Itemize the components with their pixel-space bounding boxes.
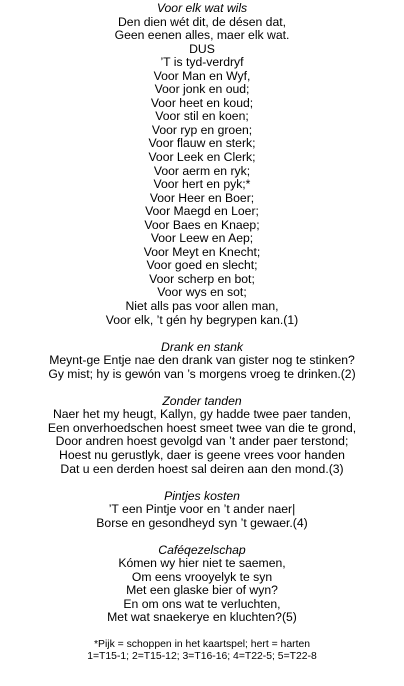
poem-line: Voor flauw en sterk;	[148, 136, 256, 151]
poem-line: Voor Leew en Aep;	[150, 231, 254, 246]
footnote-references: 1=T15-1; 2=T15-12; 3=T16-16; 4=T22-5; 5=T22-8	[87, 650, 317, 662]
poem-line: Door andren hoest gevolgd van ’t ander paer terstond;	[55, 434, 349, 449]
poem-section	[0, 490, 404, 531]
poem-line: Geen eenen alles, maer elk wat.	[114, 28, 290, 43]
poem-line: Voor Man en Wyf,	[153, 68, 251, 83]
poem-line: Borse en gesondheyd syn ’t gewaer.(4)	[96, 515, 308, 530]
poem-title: Caféqezelschap	[158, 542, 246, 557]
poem-line: Voor hert en pyk;*	[153, 177, 251, 192]
poem-line: Voor heet en koud;	[150, 95, 254, 110]
poem-line: Voor ryp en groen;	[151, 122, 253, 137]
poem-line: Niet alls pas voor allen man,	[125, 299, 279, 314]
poem-line: Met een glaske bier of wyn?	[126, 583, 278, 598]
poem-line: Voor elk, ’t gén hy begrypen kan.(1)	[105, 312, 299, 327]
poem-line: Voor Leek en Clerk;	[148, 150, 256, 165]
poem-section	[0, 341, 404, 382]
poem-line: Voor Maegd en Loer;	[145, 204, 259, 219]
poem-title: Drank en stank	[161, 339, 243, 354]
poem-line: Meynt-ge Entje nae den drank van gister nog te stinken?	[49, 353, 355, 368]
poem-line: Voor goed en slecht;	[146, 258, 258, 273]
poem-title: Voor elk wat wils	[156, 1, 248, 15]
poem-line: Voor wys en sot;	[157, 285, 247, 300]
poem-line: Kómen wy hier niet te saemen,	[118, 556, 286, 571]
poem-line: Om eens vrooyelyk te syn	[131, 569, 273, 584]
poem-section	[0, 2, 404, 327]
poem-line: En om ons wat te verluchten,	[123, 596, 281, 611]
poem-line: Hoest nu gerustlyk, daer is geene vrees voor handen	[59, 447, 345, 462]
poem-line: DUS	[189, 41, 215, 56]
poem-section	[0, 544, 404, 625]
poem-line: Een onverhoedschen hoest smeet twee van die te grond,	[47, 420, 357, 435]
poem-section	[0, 395, 404, 476]
poem-line: Gy mist; hy is gewón van ’s morgens vroeg te drinken.(2)	[48, 366, 356, 381]
poem-line: Voor scherp en bot;	[149, 271, 255, 286]
poem-line: Voor aerm en ryk;	[153, 163, 251, 178]
poem-line: Met wat snaekerye en kluchten?(5)	[107, 610, 297, 625]
poem-line: Voor stil en koen;	[155, 109, 249, 124]
poem-line: Voor Baes en Knaep;	[144, 217, 260, 232]
poem-line: Voor Heer en Boer;	[149, 190, 255, 205]
poem-line: Voor jonk en oud;	[154, 82, 250, 97]
poem-line: ’T is tyd-verdryf	[160, 55, 244, 70]
poem-line: Dat u een derden hoest sal deiren aan den mond.(3)	[60, 461, 344, 476]
poem-line: Voor Meyt en Knecht;	[143, 244, 261, 259]
poem-title: Zonder tanden	[162, 393, 242, 408]
footnote	[0, 639, 404, 663]
poem-title: Pintjes kosten	[164, 488, 240, 503]
poem-collection	[0, 2, 404, 625]
poem-line: Naer het my heugt, Kallyn, gy hadde twee paer tanden,	[52, 407, 352, 422]
poem-line: Den dien wét dit, de désen dat,	[117, 14, 287, 29]
footnote-legend: *Pijk = schoppen in het kaartspel; hert = harten	[93, 638, 311, 650]
poem-line: ’T een Pintje voor en ’t ander naer|	[108, 502, 296, 517]
